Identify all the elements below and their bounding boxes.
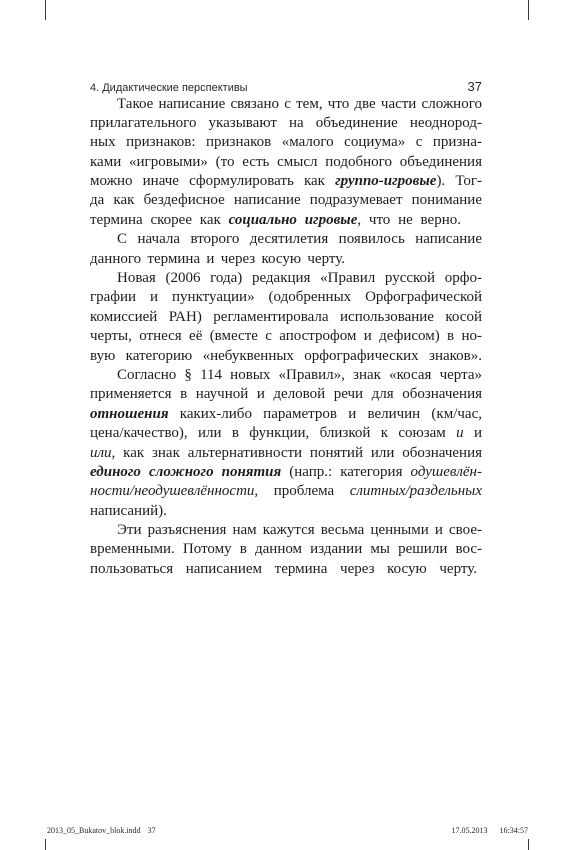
text-segment: данного термина и через косую черту. <box>90 250 345 267</box>
text-segment: применяется в научной и деловой речи для обозначения <box>90 386 482 403</box>
emphasis-italic: и <box>456 425 464 442</box>
slug-file-name: 2013_05_Bukatov_blok.indd <box>47 826 141 835</box>
emphasis-italic: одушевлён- <box>410 463 482 480</box>
emphasis-bold-italic: группо-игровые <box>335 173 437 190</box>
crop-mark <box>45 839 46 850</box>
emphasis-bold-italic: единого сложного понятия <box>90 463 282 480</box>
page-number: 37 <box>467 79 482 94</box>
text-line <box>90 114 482 133</box>
text-line <box>90 463 482 482</box>
text-segment: комиссией РАН) регламентировала использование косой <box>90 308 482 325</box>
text-line <box>90 250 345 269</box>
text-line <box>90 347 482 366</box>
text-line <box>90 482 482 501</box>
text-line <box>90 153 482 172</box>
text-segment: ных признаков: признаков «малого социума» с призна- <box>90 134 482 151</box>
text-segment: каких-либо параметров и величин (км/час, <box>168 405 482 422</box>
text-segment: ). Тог- <box>436 173 482 190</box>
text-line <box>90 191 482 210</box>
paragraph <box>90 521 482 579</box>
emphasis-italic: ности/неодушевлённости <box>90 483 255 500</box>
text-segment: , что не верно. <box>357 211 461 228</box>
text-segment: и <box>463 425 482 442</box>
text-segment: да как бездефисное написание подразумевает понимание <box>90 192 482 209</box>
text-line <box>90 521 482 540</box>
emphasis-italic: или <box>90 444 112 461</box>
text-line <box>90 308 482 327</box>
slug-time: 16:34:57 <box>499 826 528 835</box>
text-line <box>90 230 482 249</box>
text-segment: можно иначе сформулировать как <box>90 173 336 190</box>
text-line <box>90 366 482 385</box>
text-segment: Новая (2006 года) редакция «Правил русской орфо- <box>117 270 482 287</box>
body-text <box>90 95 482 580</box>
paragraph <box>90 95 482 231</box>
slug-timestamp <box>452 825 528 837</box>
paragraph <box>90 366 482 521</box>
paragraph <box>90 230 482 269</box>
text-line <box>90 444 482 463</box>
text-line <box>90 560 477 579</box>
text-segment: цена/качество), или в функции, близкой к союзам <box>90 425 457 442</box>
text-line <box>90 405 482 424</box>
paragraph <box>90 269 482 366</box>
text-segment: Согласно § 114 новых «Правил», знак «косая черта» <box>117 366 482 383</box>
slug-file-info <box>47 825 156 837</box>
text-line <box>90 327 482 346</box>
emphasis-bold-italic: социально игровые <box>228 211 358 228</box>
text-segment: Такое написание связано с тем, что две части сложного <box>117 95 482 112</box>
emphasis-italic: слитных/раздельных <box>349 483 482 500</box>
text-segment: , проблема <box>254 483 350 500</box>
text-segment: термина скорее как <box>90 211 229 228</box>
text-segment: пользоваться написанием термина через косую черту. <box>90 560 477 577</box>
slug-page-number: 37 <box>147 826 156 835</box>
emphasis-bold-italic: отношения <box>90 405 169 422</box>
crop-mark <box>45 0 46 20</box>
text-line <box>90 95 482 114</box>
text-segment: черты, отнеся её (вместе с апострофом и дефисом) в но- <box>90 328 482 345</box>
slug-date: 17.05.2013 <box>451 826 488 835</box>
text-line <box>90 269 482 288</box>
text-line <box>90 502 482 521</box>
crop-mark <box>528 839 529 850</box>
text-line <box>90 424 482 443</box>
text-segment: (напр.: категория <box>281 463 411 480</box>
text-segment: написаний). <box>90 502 167 519</box>
text-segment: прилагательного указывают на объединение неоднород- <box>90 114 482 131</box>
text-line <box>90 172 482 191</box>
text-segment: ками «игровыми» (то есть смысл подобного объединения <box>90 153 482 170</box>
text-line <box>90 133 482 152</box>
text-segment: вую категорию «небуквенных орфографических знаков». <box>90 347 482 364</box>
text-line <box>90 211 461 230</box>
text-segment: графии и пунктуации» (одобренных Орфографической <box>90 289 482 306</box>
crop-mark <box>528 0 529 20</box>
text-segment: временными. Потому в данном издании мы решили вос- <box>90 541 482 558</box>
text-segment: С начала второго десятилетия появилось написание <box>117 231 482 248</box>
text-line <box>90 540 482 559</box>
text-line <box>90 288 482 307</box>
text-segment: Эти разъяснения нам кажутся весьма ценными и свое- <box>117 522 482 539</box>
text-segment: , как знак альтернативности понятий или обозначения <box>111 444 482 461</box>
text-line <box>90 385 482 404</box>
chapter-title: 4. Дидактические перспективы <box>90 82 248 94</box>
